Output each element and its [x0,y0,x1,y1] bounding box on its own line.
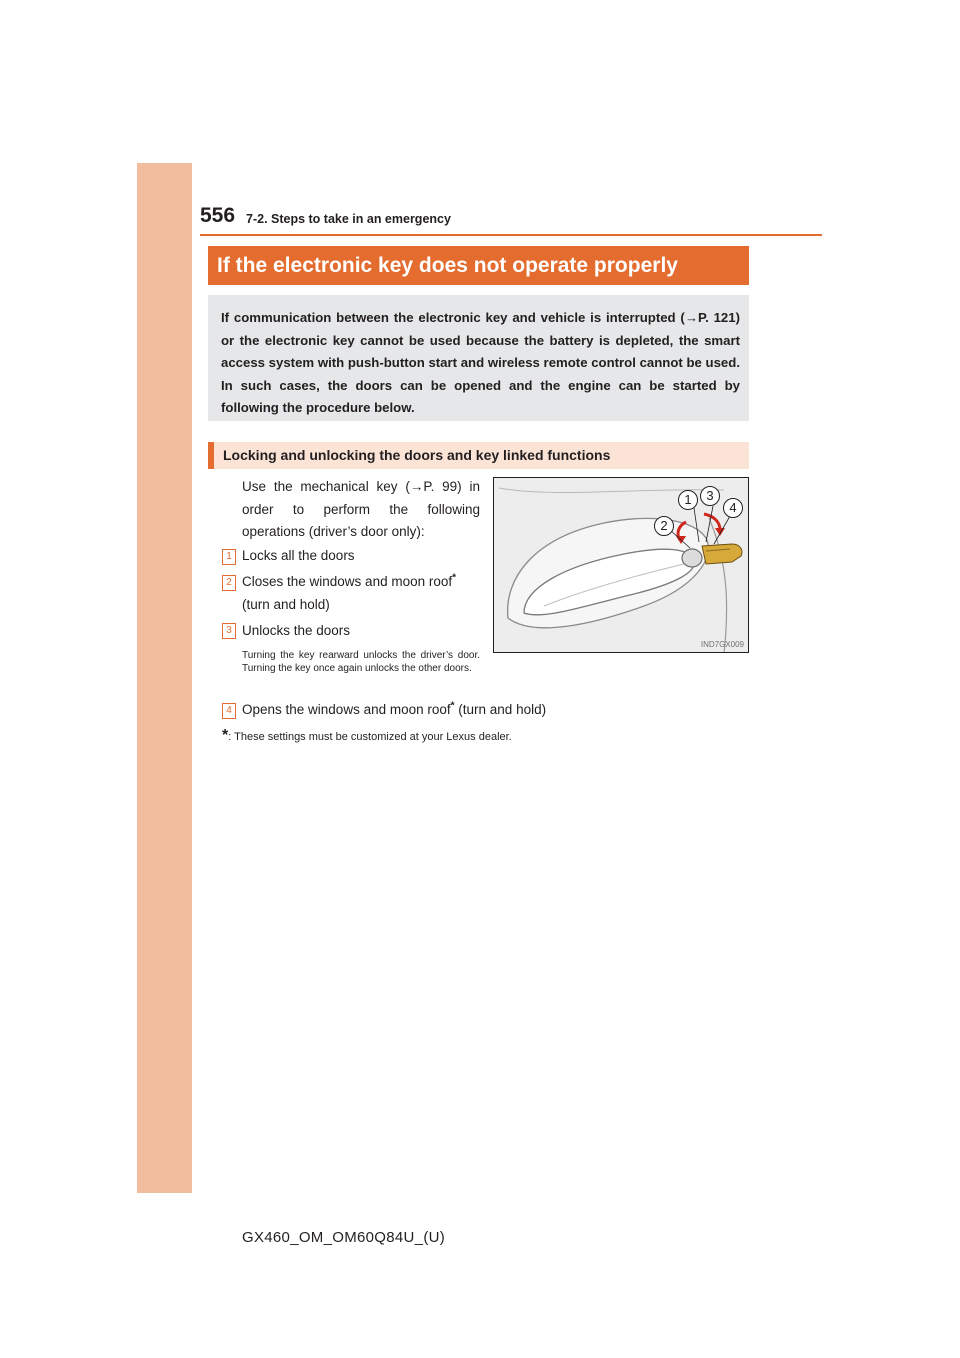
item-4-text [242,699,546,722]
side-tab-band [137,163,192,1193]
item-4-label: Opens the windows and moon roof [242,702,451,717]
body-intro: Use the mechanical key (→P. 99) in order to perform the following operations (driver’s door only): [242,479,480,539]
item-3-note: Turning the key rearward unlocks the driver’s door. Turning the key once again unlocks the other doors. [242,650,480,674]
callout-1: 1 [678,490,698,510]
item-2-continuation: (turn and hold) [242,597,330,612]
item-3-text: Unlocks the doors [242,623,351,638]
intro-text: If communication between the electronic key and vehicle is interrupted (→P. 121) or the electronic key cannot be used because the battery is depleted, the smart access system with push-button start and wireless remote control cannot be used. In such cases, the doors can be opened and the engine can be started by following the procedure below. [221,310,740,415]
item-number-badge: 3 [222,623,236,639]
sub-heading: Locking and unlocking the doors and key linked functions [208,442,749,469]
footnote-star: * [222,727,229,744]
main-heading: If the electronic key does not operate properly [208,246,749,285]
item-number-badge: 4 [222,703,236,719]
item-2-text [242,571,456,594]
section-title: 7-2. Steps to take in an emergency [246,212,451,226]
footnote-marker: * [452,572,457,584]
footnote [222,727,512,745]
callout-3: 3 [700,486,720,506]
door-handle-illustration [493,477,749,653]
callout-4: 4 [723,498,743,518]
item-4-continuation: (turn and hold) [454,702,547,717]
callout-2: 2 [654,516,674,536]
footer-document-code: GX460_OM_OM60Q84U_(U) [242,1229,446,1246]
footnote-marker: * [450,700,455,712]
item-number-badge: 2 [222,575,236,591]
figure-code: IND7GX009 [700,640,744,649]
item-number-badge: 1 [222,549,236,565]
intro-box [208,295,749,421]
page-number: 556 [200,204,236,227]
item-1-text: Locks all the doors [242,548,355,563]
header-rule [200,234,822,236]
item-2-label: Closes the windows and moon roof [242,574,453,589]
footnote-text: : These settings must be customized at your Lexus dealer. [228,731,512,743]
